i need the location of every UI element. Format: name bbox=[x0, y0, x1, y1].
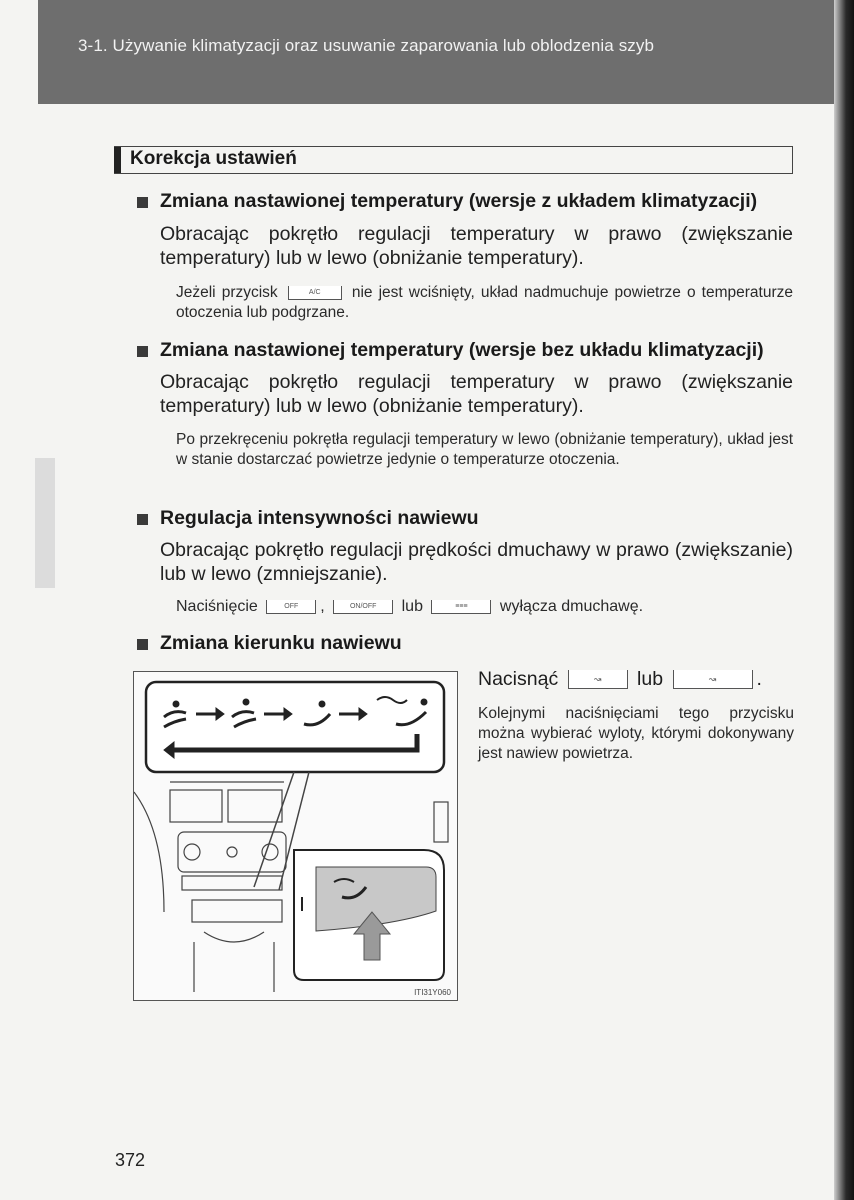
heading-temp-ac: Zmiana nastawionej temperatury (wersje z układem klimatyzacji) bbox=[160, 190, 758, 212]
page-number: 372 bbox=[115, 1150, 146, 1170]
fan-button-icon bbox=[431, 600, 491, 614]
note-fan-or: lub bbox=[401, 598, 423, 615]
heading-temp-noac: Zmiana nastawionej temperatury (wersje bez układu klimatyzacji) bbox=[160, 339, 764, 361]
page-edge-shadow bbox=[834, 0, 854, 1200]
press-suffix: . bbox=[756, 668, 762, 690]
section-heading-box bbox=[114, 146, 793, 174]
off-button-icon bbox=[266, 600, 316, 614]
note-text-before: Jeżeli przycisk bbox=[176, 284, 278, 301]
note-fan-suffix: wyłącza dmuchawę. bbox=[499, 598, 644, 615]
airflow-button-alt-icon: ↝ bbox=[673, 670, 753, 689]
ac-button-label: A/C bbox=[308, 288, 321, 296]
note-temp-noac: Po przekręceniu pokrętła regulacji temperatury w lewo (obniżanie temperatury), układ jest w stanie dostarczać powietrze jedynie o temperaturze otoczenia. bbox=[176, 431, 793, 468]
bullet-icon bbox=[137, 639, 148, 650]
note-fan-prefix: Naciśnięcie bbox=[176, 598, 258, 615]
chapter-tab bbox=[35, 458, 55, 588]
fan-button-label: ≡≡≡ bbox=[455, 602, 468, 610]
note-airflow: Kolejnymi naciśnięciami tego przycisku można wybierać wyloty, którymi dokonywany jest nawiew powietrza. bbox=[478, 705, 794, 762]
press-or: lub bbox=[637, 668, 664, 690]
note-fan bbox=[176, 597, 793, 617]
section-title: Korekcja ustawień bbox=[130, 148, 297, 169]
bullet-icon bbox=[137, 346, 148, 357]
page-header bbox=[38, 0, 836, 104]
airflow-button-icon: ↝ bbox=[568, 670, 628, 689]
bullet-icon bbox=[137, 514, 148, 525]
bullet-icon bbox=[137, 197, 148, 208]
heading-airflow: Zmiana kierunku nawiewu bbox=[160, 632, 402, 654]
airflow-illustration bbox=[133, 671, 458, 1001]
section-bar bbox=[114, 147, 121, 173]
illustration-code: ITI31Y060 bbox=[414, 988, 451, 997]
dashboard-drawing bbox=[134, 672, 457, 1000]
body-fan: Obracając pokrętło regulacji prędkości dmuchawy w prawo (zwiększanie) lub w lewo (zmniejszanie). bbox=[160, 539, 793, 585]
ac-button-icon bbox=[288, 286, 342, 300]
note-text-after: nie jest wciśnięty, układ nadmuchuje powietrze o temperaturze otoczenia lub podgrzane. bbox=[176, 284, 793, 321]
body-temp-noac: Obracając pokrętło regulacji temperatury w prawo (zwiększanie temperatury) lub w lewo (obniżanie temperatury). bbox=[160, 371, 793, 417]
off-button-label: OFF bbox=[284, 602, 299, 610]
note-temp-ac bbox=[176, 283, 793, 323]
note-fan-sep: , bbox=[320, 598, 325, 615]
onoff-button-label: ON/OFF bbox=[349, 602, 377, 610]
onoff-button-icon bbox=[333, 600, 393, 614]
heading-fan: Regulacja intensywności nawiewu bbox=[160, 507, 479, 529]
press-prefix: Nacisnąć bbox=[478, 668, 559, 690]
press-instruction bbox=[478, 668, 794, 691]
header-title: 3-1. Używanie klimatyzacji oraz usuwanie zaparowania lub oblodzenia szyb bbox=[78, 36, 655, 55]
body-temp-ac: Obracając pokrętło regulacji temperatury w prawo (zwiększanie temperatury) lub w lewo (obniżanie temperatury). bbox=[160, 223, 793, 269]
